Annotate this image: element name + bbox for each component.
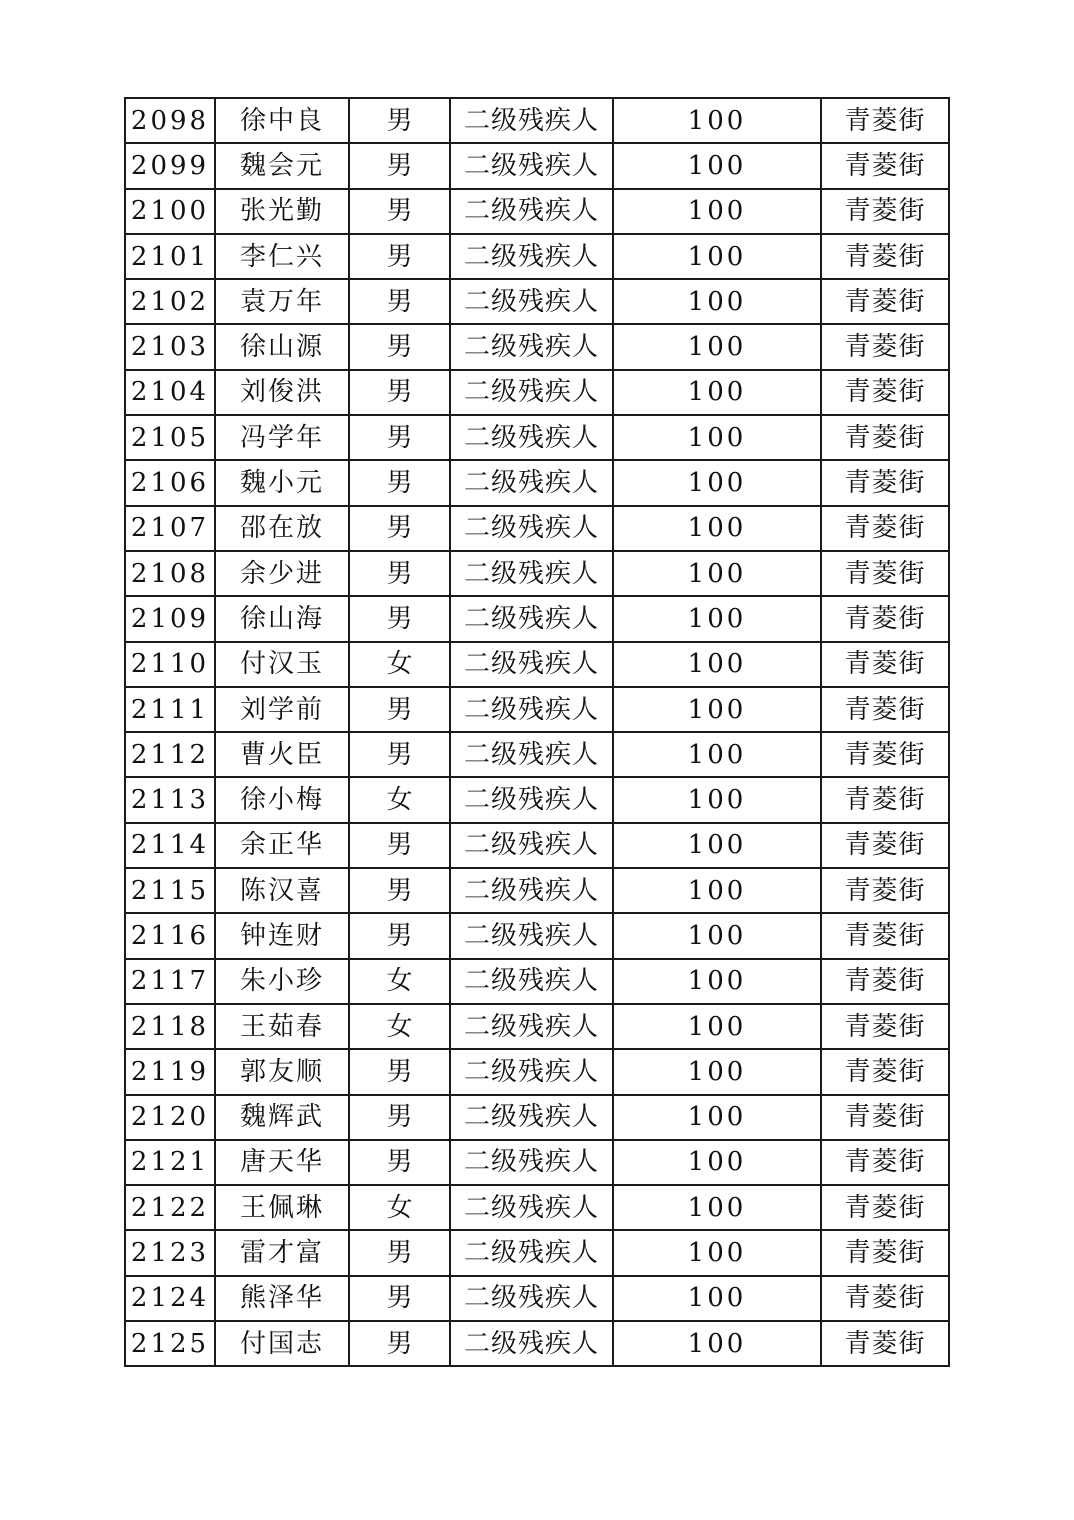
serial-number-cell: 2104: [125, 370, 215, 415]
table-row: [125, 1140, 949, 1185]
serial-number-cell: 2118: [125, 1004, 215, 1049]
street-cell: 青菱街: [821, 143, 949, 188]
gender-cell: 男: [349, 596, 450, 641]
disability-category-cell: 二级残疾人: [450, 551, 613, 596]
table-row: [125, 732, 949, 777]
disability-category-cell: 二级残疾人: [450, 596, 613, 641]
gender-cell: 男: [349, 732, 450, 777]
amount-cell: 100: [613, 777, 821, 822]
street-cell: 青菱街: [821, 551, 949, 596]
disability-category-cell: 二级残疾人: [450, 1230, 613, 1275]
disability-category-cell: 二级残疾人: [450, 234, 613, 279]
street-cell: 青菱街: [821, 1140, 949, 1185]
serial-number-cell: 2106: [125, 460, 215, 505]
amount-cell: 100: [613, 189, 821, 234]
serial-number-cell: 2101: [125, 234, 215, 279]
serial-number-cell: 2103: [125, 324, 215, 369]
gender-cell: 男: [349, 1321, 450, 1366]
gender-cell: 男: [349, 98, 450, 143]
table-row: [125, 596, 949, 641]
gender-cell: 男: [349, 1140, 450, 1185]
amount-cell: 100: [613, 324, 821, 369]
table-row: [125, 913, 949, 958]
table-row: [125, 506, 949, 551]
gender-cell: 男: [349, 1095, 450, 1140]
name-cell: 余少进: [215, 551, 349, 596]
disability-category-cell: 二级残疾人: [450, 732, 613, 777]
name-cell: 曹火臣: [215, 732, 349, 777]
table-row: [125, 415, 949, 460]
gender-cell: 男: [349, 460, 450, 505]
amount-cell: 100: [613, 1095, 821, 1140]
disability-category-cell: 二级残疾人: [450, 279, 613, 324]
name-cell: 唐天华: [215, 1140, 349, 1185]
gender-cell: 男: [349, 189, 450, 234]
table-row: [125, 1185, 949, 1230]
gender-cell: 男: [349, 551, 450, 596]
gender-cell: 男: [349, 868, 450, 913]
name-cell: 余正华: [215, 823, 349, 868]
disability-category-cell: 二级残疾人: [450, 1140, 613, 1185]
amount-cell: 100: [613, 1140, 821, 1185]
name-cell: 钟连财: [215, 913, 349, 958]
disability-category-cell: 二级残疾人: [450, 1185, 613, 1230]
gender-cell: 女: [349, 959, 450, 1004]
name-cell: 徐山源: [215, 324, 349, 369]
street-cell: 青菱街: [821, 687, 949, 732]
disability-category-cell: 二级残疾人: [450, 642, 613, 687]
roster-body: [125, 98, 949, 1366]
disability-category-cell: 二级残疾人: [450, 1276, 613, 1321]
serial-number-cell: 2119: [125, 1049, 215, 1094]
disability-category-cell: 二级残疾人: [450, 415, 613, 460]
name-cell: 王佩琳: [215, 1185, 349, 1230]
street-cell: 青菱街: [821, 1321, 949, 1366]
gender-cell: 男: [349, 687, 450, 732]
serial-number-cell: 2122: [125, 1185, 215, 1230]
street-cell: 青菱街: [821, 732, 949, 777]
serial-number-cell: 2114: [125, 823, 215, 868]
disability-category-cell: 二级残疾人: [450, 777, 613, 822]
street-cell: 青菱街: [821, 279, 949, 324]
amount-cell: 100: [613, 506, 821, 551]
serial-number-cell: 2099: [125, 143, 215, 188]
serial-number-cell: 2120: [125, 1095, 215, 1140]
disability-category-cell: 二级残疾人: [450, 959, 613, 1004]
table-row: [125, 959, 949, 1004]
name-cell: 郭友顺: [215, 1049, 349, 1094]
street-cell: 青菱街: [821, 777, 949, 822]
amount-cell: 100: [613, 959, 821, 1004]
disability-category-cell: 二级残疾人: [450, 1321, 613, 1366]
serial-number-cell: 2100: [125, 189, 215, 234]
table-row: [125, 98, 949, 143]
name-cell: 刘学前: [215, 687, 349, 732]
table-row: [125, 234, 949, 279]
serial-number-cell: 2112: [125, 732, 215, 777]
name-cell: 冯学年: [215, 415, 349, 460]
street-cell: 青菱街: [821, 506, 949, 551]
table-row: [125, 687, 949, 732]
amount-cell: 100: [613, 1049, 821, 1094]
serial-number-cell: 2111: [125, 687, 215, 732]
disability-category-cell: 二级残疾人: [450, 823, 613, 868]
serial-number-cell: 2116: [125, 913, 215, 958]
amount-cell: 100: [613, 596, 821, 641]
name-cell: 张光勤: [215, 189, 349, 234]
street-cell: 青菱街: [821, 189, 949, 234]
table-row: [125, 1276, 949, 1321]
street-cell: 青菱街: [821, 1276, 949, 1321]
amount-cell: 100: [613, 868, 821, 913]
table-row: [125, 189, 949, 234]
amount-cell: 100: [613, 415, 821, 460]
table-row: [125, 551, 949, 596]
name-cell: 徐山海: [215, 596, 349, 641]
street-cell: 青菱街: [821, 868, 949, 913]
street-cell: 青菱街: [821, 370, 949, 415]
gender-cell: 男: [349, 279, 450, 324]
amount-cell: 100: [613, 687, 821, 732]
name-cell: 陈汉喜: [215, 868, 349, 913]
gender-cell: 男: [349, 234, 450, 279]
name-cell: 王茹春: [215, 1004, 349, 1049]
gender-cell: 男: [349, 370, 450, 415]
street-cell: 青菱街: [821, 1049, 949, 1094]
disability-category-cell: 二级残疾人: [450, 1095, 613, 1140]
disability-category-cell: 二级残疾人: [450, 913, 613, 958]
name-cell: 徐中良: [215, 98, 349, 143]
amount-cell: 100: [613, 1276, 821, 1321]
street-cell: 青菱街: [821, 1185, 949, 1230]
disability-category-cell: 二级残疾人: [450, 868, 613, 913]
street-cell: 青菱街: [821, 98, 949, 143]
serial-number-cell: 2115: [125, 868, 215, 913]
table-row: [125, 868, 949, 913]
name-cell: 雷才富: [215, 1230, 349, 1275]
name-cell: 魏会元: [215, 143, 349, 188]
serial-number-cell: 2108: [125, 551, 215, 596]
disability-category-cell: 二级残疾人: [450, 143, 613, 188]
table-row: [125, 370, 949, 415]
table-row: [125, 1004, 949, 1049]
amount-cell: 100: [613, 823, 821, 868]
name-cell: 魏小元: [215, 460, 349, 505]
disability-category-cell: 二级残疾人: [450, 460, 613, 505]
disability-category-cell: 二级残疾人: [450, 1049, 613, 1094]
name-cell: 李仁兴: [215, 234, 349, 279]
table-row: [125, 777, 949, 822]
table-row: [125, 143, 949, 188]
gender-cell: 女: [349, 777, 450, 822]
serial-number-cell: 2123: [125, 1230, 215, 1275]
amount-cell: 100: [613, 1185, 821, 1230]
table-row: [125, 279, 949, 324]
gender-cell: 男: [349, 324, 450, 369]
table-row: [125, 1049, 949, 1094]
amount-cell: 100: [613, 279, 821, 324]
serial-number-cell: 2102: [125, 279, 215, 324]
street-cell: 青菱街: [821, 415, 949, 460]
serial-number-cell: 2125: [125, 1321, 215, 1366]
street-cell: 青菱街: [821, 913, 949, 958]
street-cell: 青菱街: [821, 1095, 949, 1140]
table-row: [125, 460, 949, 505]
serial-number-cell: 2107: [125, 506, 215, 551]
gender-cell: 男: [349, 1230, 450, 1275]
gender-cell: 男: [349, 1049, 450, 1094]
gender-cell: 男: [349, 506, 450, 551]
name-cell: 刘俊洪: [215, 370, 349, 415]
gender-cell: 女: [349, 1185, 450, 1230]
amount-cell: 100: [613, 234, 821, 279]
disability-category-cell: 二级残疾人: [450, 370, 613, 415]
name-cell: 付国志: [215, 1321, 349, 1366]
amount-cell: 100: [613, 460, 821, 505]
serial-number-cell: 2105: [125, 415, 215, 460]
serial-number-cell: 2124: [125, 1276, 215, 1321]
table-row: [125, 324, 949, 369]
amount-cell: 100: [613, 1321, 821, 1366]
serial-number-cell: 2110: [125, 642, 215, 687]
street-cell: 青菱街: [821, 1230, 949, 1275]
table-row: [125, 1230, 949, 1275]
table-row: [125, 642, 949, 687]
amount-cell: 100: [613, 98, 821, 143]
amount-cell: 100: [613, 1230, 821, 1275]
disability-category-cell: 二级残疾人: [450, 189, 613, 234]
disability-category-cell: 二级残疾人: [450, 687, 613, 732]
gender-cell: 女: [349, 642, 450, 687]
gender-cell: 男: [349, 143, 450, 188]
name-cell: 魏辉武: [215, 1095, 349, 1140]
amount-cell: 100: [613, 732, 821, 777]
table-row: [125, 823, 949, 868]
gender-cell: 女: [349, 1004, 450, 1049]
amount-cell: 100: [613, 642, 821, 687]
disability-category-cell: 二级残疾人: [450, 506, 613, 551]
gender-cell: 男: [349, 1276, 450, 1321]
serial-number-cell: 2121: [125, 1140, 215, 1185]
serial-number-cell: 2113: [125, 777, 215, 822]
name-cell: 熊泽华: [215, 1276, 349, 1321]
amount-cell: 100: [613, 143, 821, 188]
name-cell: 徐小梅: [215, 777, 349, 822]
street-cell: 青菱街: [821, 823, 949, 868]
name-cell: 袁万年: [215, 279, 349, 324]
name-cell: 朱小珍: [215, 959, 349, 1004]
table-row: [125, 1321, 949, 1366]
disability-category-cell: 二级残疾人: [450, 324, 613, 369]
street-cell: 青菱街: [821, 642, 949, 687]
amount-cell: 100: [613, 370, 821, 415]
serial-number-cell: 2098: [125, 98, 215, 143]
street-cell: 青菱街: [821, 324, 949, 369]
gender-cell: 男: [349, 415, 450, 460]
serial-number-cell: 2109: [125, 596, 215, 641]
street-cell: 青菱街: [821, 596, 949, 641]
amount-cell: 100: [613, 551, 821, 596]
serial-number-cell: 2117: [125, 959, 215, 1004]
disability-category-cell: 二级残疾人: [450, 1004, 613, 1049]
gender-cell: 男: [349, 913, 450, 958]
street-cell: 青菱街: [821, 460, 949, 505]
gender-cell: 男: [349, 823, 450, 868]
table-row: [125, 1095, 949, 1140]
street-cell: 青菱街: [821, 234, 949, 279]
disability-category-cell: 二级残疾人: [450, 98, 613, 143]
name-cell: 付汉玉: [215, 642, 349, 687]
street-cell: 青菱街: [821, 1004, 949, 1049]
amount-cell: 100: [613, 913, 821, 958]
amount-cell: 100: [613, 1004, 821, 1049]
name-cell: 邵在放: [215, 506, 349, 551]
roster-table: [124, 97, 950, 1367]
street-cell: 青菱街: [821, 959, 949, 1004]
